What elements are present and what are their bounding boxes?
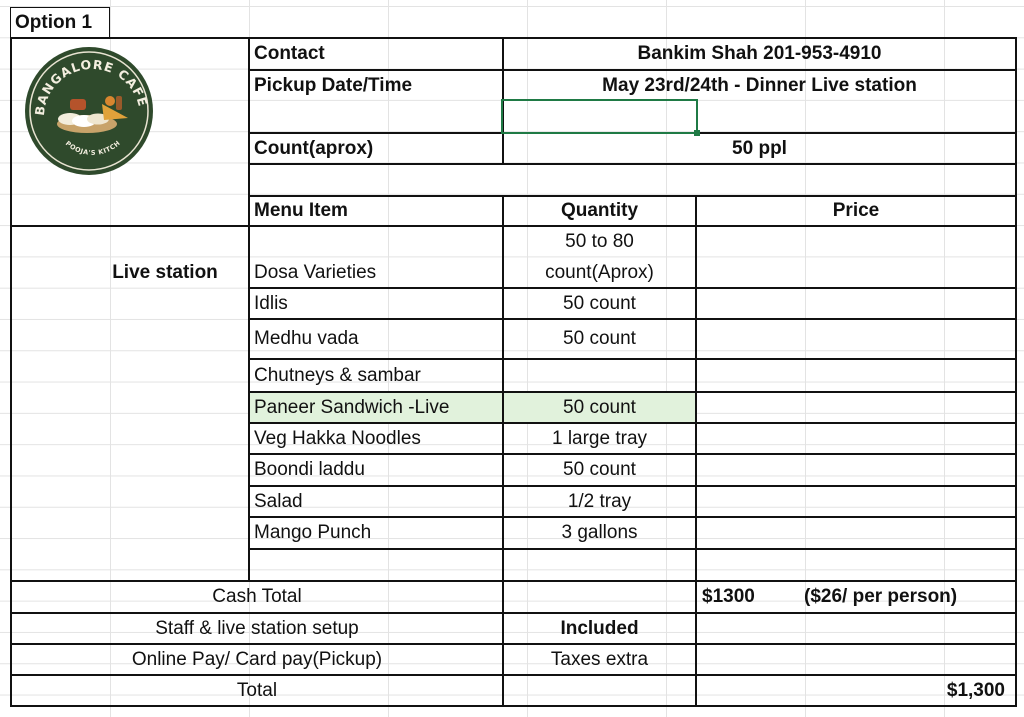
cash-total-label: Cash Total [212,586,302,607]
count-value: 50 ppl [732,138,787,159]
item-name: Idlis [254,292,288,314]
item-name: Dosa Varieties [254,262,377,283]
item-qty: 3 gallons [561,522,638,543]
item-name: Mango Punch [254,522,372,543]
item-qty: 1/2 tray [567,490,632,512]
item-qty-line1: 50 to 80 [565,231,634,252]
svg-text:BANGALORE CAFE XPRESS: BANGALORE CAFE [31,56,151,117]
selected-cell[interactable] [501,99,698,134]
pickup-value: May 23rd/24th - Dinner Live station [602,75,917,96]
item-qty: 1 large tray [551,427,648,449]
cash-total-per-person: ($26/ per person) [804,586,958,607]
header-quantity: Quantity [560,200,639,221]
contact-value: Bankim Shah 201-953-4910 [637,43,882,64]
staff-value: Included [560,617,639,639]
item-qty: 50 count [563,328,636,349]
item-qty: 50 count [563,459,636,480]
svg-text:POOJA'S KITCHEN: POOJA'S KITCH [63,138,122,157]
option-label: Option 1 [10,7,110,38]
item-qty [504,360,695,391]
count-label: Count(aprox) [254,138,374,159]
online-pay-value: Taxes extra [550,648,649,670]
section-label: Live station [112,262,218,283]
cash-total-amount: $1300 [702,586,755,607]
staff-label: Staff & live station setup [155,617,359,639]
pickup-label: Pickup Date/Time [254,75,413,96]
online-pay-label: Online Pay/ Card pay(Pickup) [131,648,383,670]
item-name: Boondi laddu [254,459,365,480]
total-label: Total [236,679,278,701]
item-name: Salad [254,490,303,512]
contact-label: Contact [254,43,325,64]
item-qty: 50 count [563,292,636,314]
item-qty-line2: count(Aprox) [545,262,654,283]
cafe-logo [22,46,156,176]
item-name: Chutneys & sambar [254,364,421,386]
total-value: $1,300 [946,679,1005,701]
header-price: Price [832,200,880,221]
item-qty: 50 count [563,396,636,418]
item-name: Veg Hakka Noodles [254,427,421,449]
item-name: Paneer Sandwich -Live [254,396,450,418]
header-menu-item: Menu Item [254,200,348,221]
item-name: Medhu vada [254,328,359,349]
